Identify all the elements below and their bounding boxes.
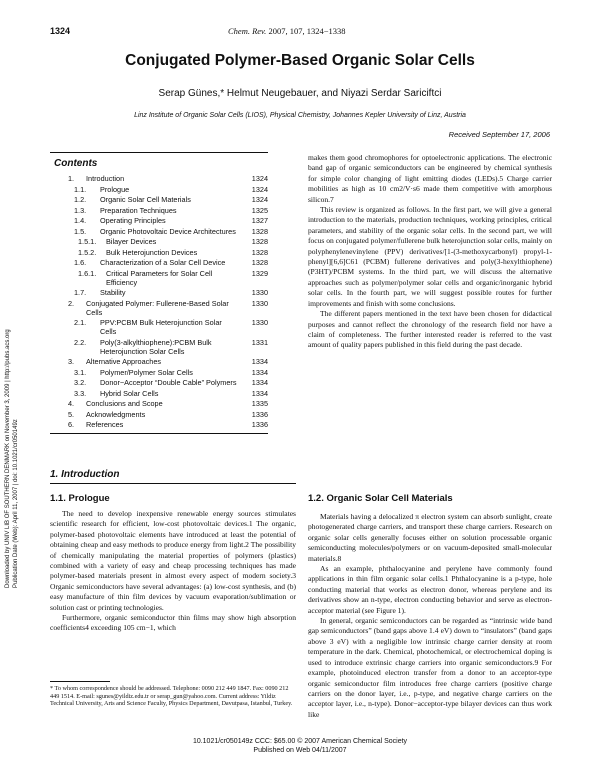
contents-title: Contents: [54, 158, 98, 169]
toc-item-page: 1336: [251, 409, 268, 419]
toc-item-label: Polymer/Polymer Solar Cells: [100, 367, 193, 377]
toc-item[interactable]: [50, 378, 268, 387]
toc-item-label: Bilayer Devices: [106, 237, 157, 246]
toc-item-number: 2.: [68, 298, 75, 308]
footnote-rule: [50, 681, 110, 682]
toc-item[interactable]: [50, 368, 268, 377]
toc-item-number: 1.6.1.: [78, 268, 97, 278]
toc-item-label: Characterization of a Solar Cell Device: [100, 258, 226, 267]
toc-item[interactable]: [50, 237, 268, 246]
right-paragraph-1: makes them good chromophores for optoelectronic applications. The electronic band gap of organic semiconductors can be engineered by chemical synthesis for simple color changing of light emitting diodes (LEDs).5 Charge carrier mobilities as high as 10 cm2/V·s6 made them competitive with amorphous silicon.7: [308, 153, 552, 204]
toc-item-label: Prologue: [100, 184, 130, 194]
materials-heading: 1.2. Organic Solar Cell Materials: [308, 493, 453, 504]
toc-item-number: 1.5.2.: [78, 247, 97, 257]
toc-item-label: References: [86, 420, 124, 429]
toc-item-page: 1328: [251, 226, 268, 236]
toc-item-number: 3.3.: [74, 388, 87, 398]
toc-item[interactable]: [50, 248, 268, 257]
toc-item[interactable]: [50, 420, 268, 429]
published-on-web: Published on Web 04/11/2007: [253, 747, 347, 754]
toc-item-label: Conclusions and Scope: [86, 399, 163, 408]
toc-item-number: 2.1.: [74, 318, 87, 327]
toc-item[interactable]: [50, 206, 268, 215]
toc-item[interactable]: [50, 399, 268, 408]
toc-item[interactable]: [50, 410, 268, 419]
materials-paragraph-3: In general, organic semiconductors can be regarded as “intrinsic wide band gap semiconductors” (band gaps above 1.4 eV) down to “insulators” (band gaps above 3 eV) with a negligible low intrinsic charge carrier density at room temperature in the dark. Chemical, photochemical, or electrochemical doping is used to introduce extrinsic charge carriers into organic semiconductors.9 For example, photoinduced electron transfer from a donor to an acceptor-type organic semiconductor film introduces free charge carriers (positive charge carriers on the donor layer, i.e., p-type, and negative charge carriers on the acceptor layer, i.e., n-type). Donor−acceptor-type bilayer devices can thus work like: [308, 616, 552, 719]
toc-item-page: 1330: [251, 298, 268, 308]
toc-item-label: Introduction: [86, 174, 125, 183]
prologue-paragraph-2: Furthermore, organic semiconductor thin films may show high absorption coefficients4 exceeding 105 cm−1, which: [50, 613, 296, 633]
toc-item-number: 3.2.: [74, 378, 87, 387]
toc-item-number: 1.6.: [74, 258, 87, 267]
toc-item-number: 1.: [68, 174, 75, 183]
toc-item-label: Poly(3-alkylthiophene):PCBM Bulk Heterojunction Solar Cells: [100, 337, 212, 356]
toc-item-label: PPV:PCBM Bulk Heterojunction Solar Cells: [100, 318, 222, 336]
contents-bottom-rule: [50, 433, 268, 434]
toc-item-page: 1327: [251, 216, 268, 225]
section-heading-introduction: [50, 469, 296, 484]
toc-item-label: Preparation Techniques: [100, 205, 177, 215]
toc-item-number: 5.: [68, 409, 75, 419]
article-authors: Serap Günes,* Helmut Neugebauer, and Niyazi Serdar Sariciftci: [158, 88, 442, 99]
toc-item-page: 1324: [251, 184, 268, 194]
corresponding-author-footnote: * To whom correspondence should be addressed. Telephone: 0090 212 449 1847. Fax: 0090 212 449 1514. E-mail: sgunes@yildiz.edu.tr or serap_gun@yahoo.com. Current address: Yildiz Technical University, Arts and Science Faculty, Physics Department, Davutpasa, Istanbul, Turkey.: [50, 685, 293, 708]
toc-item-page: 1324: [251, 195, 268, 204]
doi-line: 10.1021/cr050149z CCC: $65.00 © 2007 American Chemical Society: [192, 738, 408, 745]
toc-item-page: 1336: [251, 420, 268, 429]
toc-item-page: 1328: [251, 247, 268, 257]
toc-item-page: 1334: [251, 388, 268, 398]
toc-item-label: Alternative Approaches: [86, 357, 162, 366]
toc-item[interactable]: [50, 288, 268, 297]
toc-item[interactable]: [50, 258, 268, 267]
toc-item-label: Bulk Heterojunction Devices: [106, 247, 198, 257]
toc-item[interactable]: [50, 357, 268, 366]
toc-item[interactable]: [50, 195, 268, 204]
left-column-text: [50, 509, 296, 634]
toc-item-number: 1.2.: [74, 195, 87, 204]
download-side-note: [4, 168, 20, 588]
toc-item-number: 2.2.: [74, 337, 87, 347]
toc-item-page: 1328: [251, 237, 268, 246]
received-date: Received September 17, 2006: [448, 130, 550, 139]
toc-item-label: Acknowledgments: [86, 409, 146, 419]
toc-item-label: Donor−Acceptor “Double Cable” Polymers: [100, 378, 237, 387]
prologue-paragraph-1: The need to develop inexpensive renewable energy sources stimulates scientific research for efficient, low-cost photovoltaic devices.1 The organic, polymer-based photovoltaic elements have introduced at least the potential of obtaining cheap and easy methods to produce energy from light.2 The possibility of chemically manipulating the material properties of polymers (plastics) combined with a variety of easy and cheap processing techniques has made polymer-based materials present in almost every aspect of modern society.3 Organic semiconductors have several advantages: (a) low-cost synthesis, and (b) easy manufacture of thin film devices by vacuum evaporation/sublimation or solution cast or printing technologies.: [50, 509, 296, 612]
toc-item-page: 1335: [251, 399, 268, 408]
right-paragraph-3: The different papers mentioned in the text have been chosen for didactical purposes and cannot reflect the chronology of the research field nor have a claim of completeness. The further interested reader is referred to the vast amount of quality papers published in this field during the past decade.: [308, 309, 552, 350]
toc-item[interactable]: [50, 227, 268, 236]
toc-item[interactable]: [50, 216, 268, 225]
toc-item-label: Conjugated Polymer: Fullerene-Based Solar Cells: [86, 298, 229, 317]
toc-item-label: Organic Solar Cell Materials: [100, 195, 191, 204]
toc-item-page: 1334: [251, 367, 268, 377]
toc-item-number: 1.5.1.: [78, 237, 97, 246]
toc-item-number: 4.: [68, 399, 75, 408]
toc-item[interactable]: [50, 269, 268, 287]
right-column-text-materials: [308, 512, 552, 720]
right-paragraph-2: This review is organized as follows. In the first part, we will give a general introduction to the materials, production techniques, working principles, critical parameters, and stability of the organic solar cells. In the second part, we will focus on conjugated polymer/fullerene bulk heterojunction solar cells, mainly on polyphenylenevinylene (PPV) derivatives/[1-(3-methoxycarbonyl) propyl-1-phenyl][6,6]C61 (PCBM) fullerene derivatives and poly(3-hexylthiophene) (P3HT)/PCBM systems. In the third part, we will discuss the alternative approaches such as polymer/polymer solar cells and organic/inorganic hybrid solar cells. In the fourth part, we will suggest possible routes for further improvements and finish with some conclusions.: [308, 205, 552, 308]
contents-list: [50, 174, 268, 429]
table-of-contents: [50, 152, 268, 434]
toc-item-number: 1.7.: [74, 288, 87, 297]
journal-volume: 2007, 107, 1324−1338: [266, 26, 346, 36]
toc-item-label: Operating Principles: [100, 216, 166, 225]
toc-item-label: Critical Parameters for Solar Cell Efficiency: [106, 268, 213, 287]
article-title: Conjugated Polymer-Based Organic Solar Cells: [125, 52, 475, 69]
page-number: 1324: [50, 26, 71, 36]
toc-item-page: 1328: [251, 258, 268, 267]
toc-item-page: 1330: [251, 288, 268, 297]
toc-item-label: Organic Photovoltaic Device Architectures: [100, 226, 236, 236]
toc-item-number: 6.: [68, 420, 75, 429]
toc-item-number: 1.5.: [74, 226, 87, 236]
introduction-heading: 1. Introduction: [50, 469, 120, 480]
toc-item-number: 3.: [68, 357, 75, 366]
toc-item-page: 1324: [251, 174, 268, 183]
toc-item[interactable]: [50, 389, 268, 398]
contents-top-rule: [50, 152, 268, 153]
toc-item-page: 1325: [251, 205, 268, 215]
toc-item[interactable]: [50, 174, 268, 183]
toc-item-page: 1334: [251, 378, 268, 387]
toc-item-page: 1329: [251, 268, 268, 278]
toc-item[interactable]: [50, 299, 268, 317]
toc-item-label: Hybrid Solar Cells: [100, 388, 159, 398]
toc-item-page: 1334: [251, 357, 268, 366]
journal-name: Chem. Rev.: [228, 26, 267, 36]
toc-item-page: 1331: [251, 337, 268, 347]
side-note-text: [4, 329, 20, 588]
right-column-text-top: [308, 153, 552, 351]
toc-item[interactable]: [50, 318, 268, 336]
side-note-line-1: Downloaded by UNIV LIB OF SOUTHERN DENMARK on November 3, 2009 | http://pubs.acs.org: [5, 329, 11, 588]
toc-item-page: 1330: [251, 318, 268, 327]
toc-item[interactable]: [50, 338, 268, 356]
article-affiliation: Linz Institute of Organic Solar Cells (LIOS), Physical Chemistry, Johannes Kepler University of Linz, Austria: [134, 112, 466, 119]
journal-citation: [228, 26, 345, 36]
materials-paragraph-1: Materials having a delocalized π electron system can absorb sunlight, create photogenerated charge carriers, and transport these charge carriers. Research on organic solar cells generally focuses either on solution processable organic semiconducting molecules/polymers or on vacuum-deposited small-molecular materials.8: [308, 512, 552, 563]
prologue-heading: 1.1. Prologue: [50, 493, 110, 504]
toc-item-label: Stability: [100, 288, 126, 297]
toc-item-number: 3.1.: [74, 367, 87, 377]
side-note-line-2: Publication Date (Web): April 11, 2007 | doi: 10.1021/cr050149z: [13, 419, 19, 588]
introduction-rule: [50, 483, 296, 484]
toc-item-number: 1.3.: [74, 205, 87, 215]
toc-item[interactable]: [50, 185, 268, 194]
toc-item-number: 1.4.: [74, 216, 87, 225]
toc-item-number: 1.1.: [74, 184, 87, 194]
materials-paragraph-2: As an example, phthalocyanine and perylene have commonly found applications in thin film organic solar cells.1 Phthalocyanine is a p-type, hole conducting material that works as electron donor, whereas perylene and its derivatives show an n-type, electron conducting behavior and serve as electron-acceptor material (see Figure 1).: [308, 564, 552, 615]
